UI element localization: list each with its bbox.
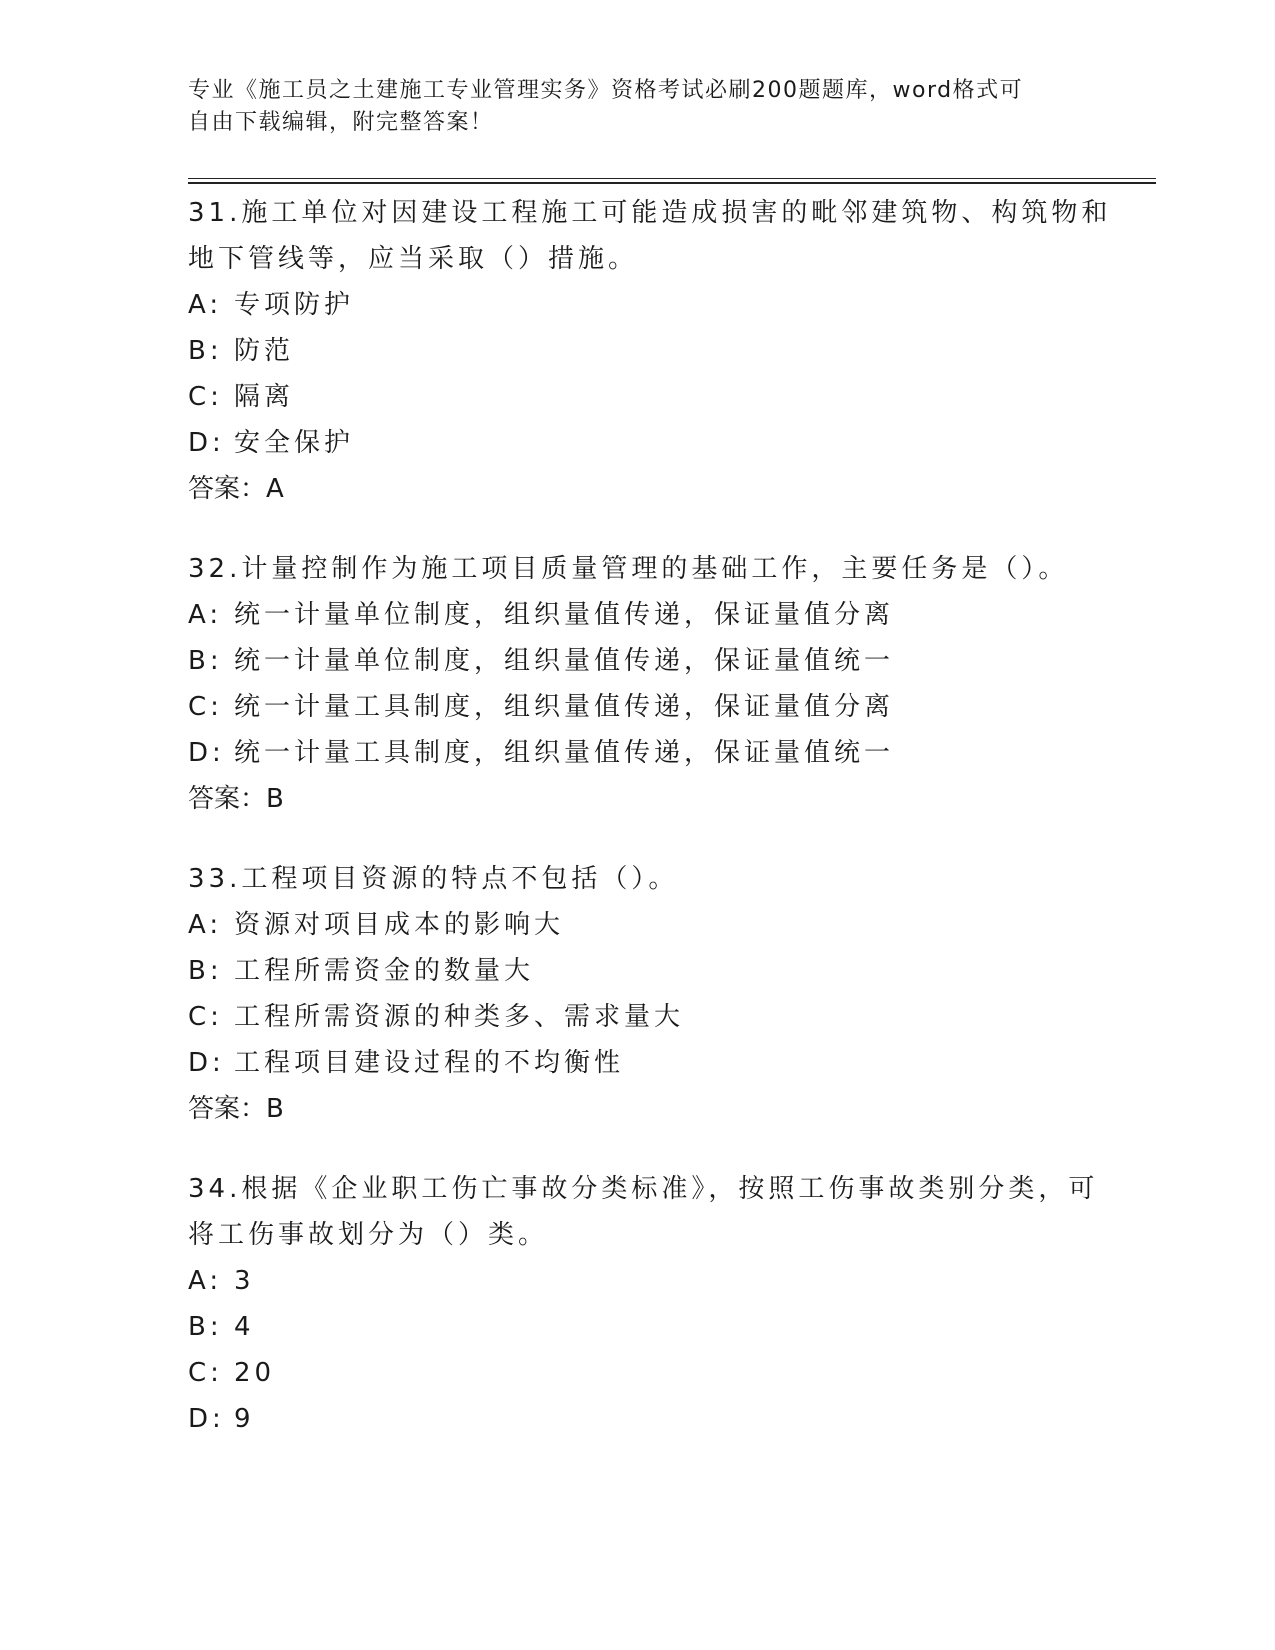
option-c [188,374,1088,420]
option-a [188,1258,1088,1304]
option-key: A: [188,290,223,320]
question-text-line: 32.计量控制作为施工项目质量管理的基础工作，主要任务是（）。 [188,554,1069,584]
question-text-line: 34.根据《企业职工伤亡事故分类标准》，按照工伤事故类别分类，可 [188,1174,1099,1204]
option-key: A: [188,1266,223,1296]
option-a [188,592,1088,638]
header-line-1: 专业《施工员之土建施工专业管理实务》资格考试必刷200题题库，word格式可 [188,78,1024,103]
option-d [188,1396,1088,1442]
option-text: 工程项目建设过程的不均衡性 [234,1048,625,1078]
option-text: 统一计量单位制度，组织量值传递，保证量值统一 [234,646,895,676]
option-b [188,328,1088,374]
option-d [188,730,1088,776]
answer-value: A [266,474,284,504]
option-text: 4 [234,1312,255,1342]
option-key: D: [188,428,225,458]
question-text-line: 31.施工单位对因建设工程施工可能造成损害的毗邻建筑物、构筑物和 [188,198,1112,228]
option-c [188,994,1088,1040]
option-text: 统一计量工具制度，组织量值传递，保证量值分离 [234,692,895,722]
option-key: C: [188,1358,223,1388]
answer-value: B [266,1094,284,1124]
question-text-line: 33.工程项目资源的特点不包括（）。 [188,864,679,894]
option-c [188,684,1088,730]
option-b [188,638,1088,684]
option-text: 专项防护 [234,290,355,320]
option-key: D: [188,1404,225,1434]
question-text-line: 地下管线等，应当采取（）措施。 [188,244,639,274]
option-text: 安全保护 [234,428,355,458]
option-key: B: [188,956,223,986]
header-divider-thin [188,178,1156,179]
question-32 [188,546,1088,822]
option-key: D: [188,738,225,768]
answer-line [188,1086,1088,1132]
question-34 [188,1166,1099,1442]
answer-label: 答案： [188,474,267,504]
option-key: B: [188,336,223,366]
option-text: 工程所需资金的数量大 [234,956,535,986]
option-text: 3 [234,1266,255,1296]
option-text: 统一计量工具制度，组织量值传递，保证量值统一 [234,738,895,768]
answer-label: 答案： [188,1094,267,1124]
option-text: 20 [234,1358,276,1388]
option-key: B: [188,646,223,676]
question-33 [188,856,1088,1132]
option-text: 工程所需资源的种类多、需求量大 [234,1002,685,1032]
option-text: 资源对项目成本的影响大 [234,910,565,940]
answer-line [188,776,1088,822]
answer-line [188,466,1088,512]
header-line-2: 自由下载编辑，附完整答案！ [188,110,494,135]
option-text: 隔离 [234,382,295,412]
option-key: A: [188,600,223,630]
option-text: 防范 [234,336,295,366]
option-text: 统一计量单位制度，组织量值传递，保证量值分离 [234,600,895,630]
option-d [188,1040,1088,1086]
option-d [188,420,1088,466]
question-31 [188,190,1112,512]
option-key: C: [188,692,223,722]
option-b [188,948,1088,994]
option-key: B: [188,1312,223,1342]
answer-value: B [266,784,284,814]
option-key: C: [188,382,223,412]
option-c [188,1350,1088,1396]
option-text: 9 [234,1404,255,1434]
option-key: A: [188,910,223,940]
document-header [188,75,1068,139]
option-b [188,1304,1088,1350]
header-divider-thick [188,182,1156,184]
question-text-line: 将工伤事故划分为（）类。 [188,1220,549,1250]
question-list [188,190,1112,1460]
option-a [188,902,1088,948]
answer-label: 答案： [188,784,267,814]
option-key: C: [188,1002,223,1032]
option-key: D: [188,1048,225,1078]
option-a [188,282,1088,328]
